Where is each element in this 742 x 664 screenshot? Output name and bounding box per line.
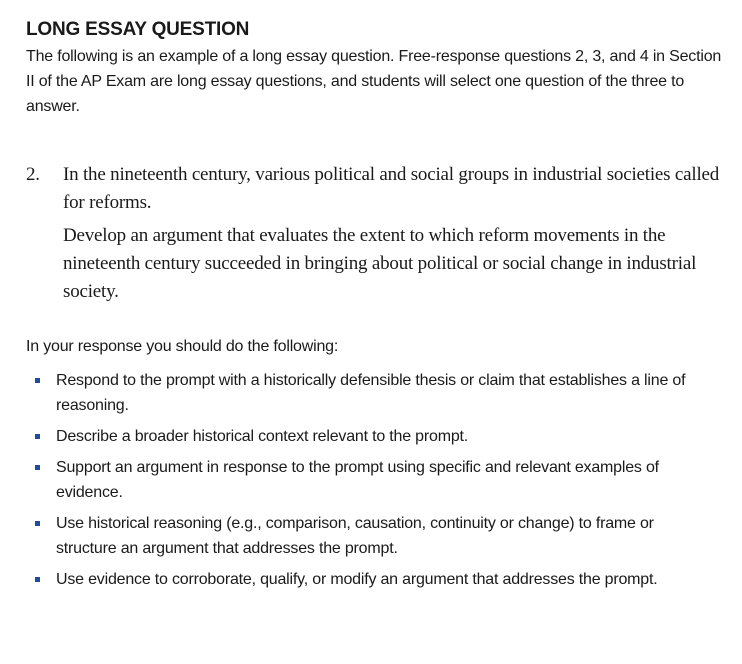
document-page (26, 18, 726, 598)
list-item (26, 511, 716, 561)
instructions-lead: In your response you should do the following: (26, 338, 339, 355)
essay-question (26, 161, 726, 306)
requirements-list (26, 368, 726, 592)
list-item-text: Support an argument in response to the prompt using specific and relevant examples of evidence. (56, 459, 659, 501)
question-body (63, 161, 726, 306)
list-item (26, 455, 716, 505)
list-item-text: Use evidence to corroborate, qualify, or modify an argument that addresses the prompt. (56, 571, 658, 588)
question-prompt: Develop an argument that evaluates the extent to which reform movements in the nineteenth century succeeded in bringing about political or social change in industrial society. (63, 225, 697, 302)
list-item-text: Respond to the prompt with a historically defensible thesis or claim that establishes a line of reasoning. (56, 372, 686, 414)
list-item-text: Describe a broader historical context relevant to the prompt. (56, 428, 469, 445)
section-heading: LONG ESSAY QUESTION (26, 19, 250, 40)
square-bullet-icon (35, 434, 40, 439)
question-context: In the nineteenth century, various political and social groups in industrial societies called for reforms. (63, 164, 720, 213)
list-item-text: Use historical reasoning (e.g., comparison, causation, continuity or change) to frame or structure an argument that addresses the prompt. (56, 515, 654, 557)
list-item (26, 567, 716, 592)
intro-paragraph: The following is an example of a long essay question. Free-response questions 2, 3, and 4 in Section II of the AP Exam are long essay questions, and students will select one question of the three to answer. (26, 48, 722, 115)
square-bullet-icon (35, 577, 40, 582)
list-item (26, 368, 716, 418)
square-bullet-icon (35, 465, 40, 470)
question-number: 2. (26, 164, 40, 185)
square-bullet-icon (35, 521, 40, 526)
list-item (26, 424, 716, 449)
square-bullet-icon (35, 378, 40, 383)
